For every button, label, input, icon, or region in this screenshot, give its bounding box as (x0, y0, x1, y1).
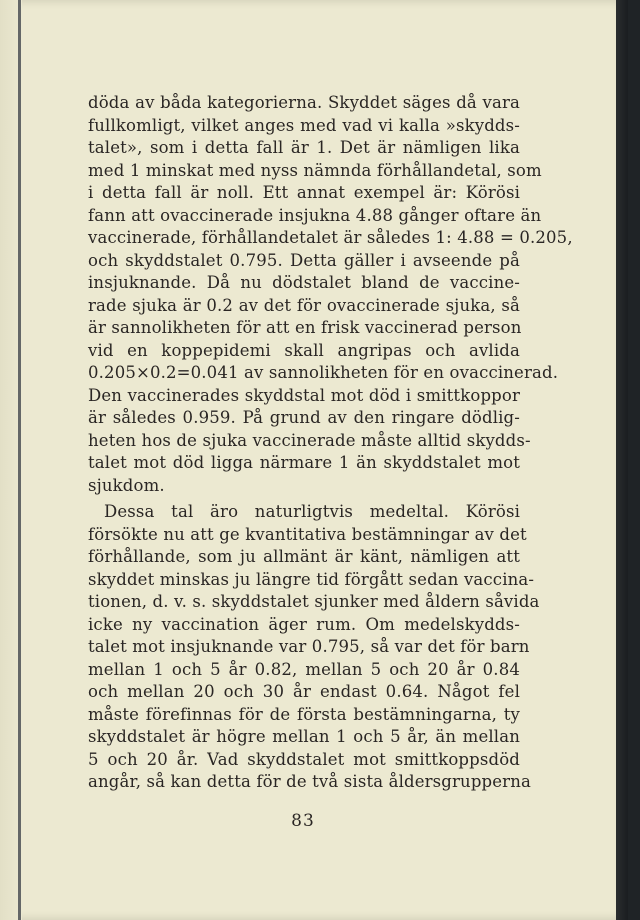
text-line: heten hos de sjuka vaccinerade måste alltid skydds- (88, 430, 531, 450)
text-line: 0.205×0.2=0.041 av sannolikheten för en ovaccinerad. (88, 363, 559, 382)
text-line: döda av båda kategorierna. Skyddet säges då vara (88, 93, 520, 112)
text-line: försökte nu att ge kvantitativa bestämningar av det (88, 524, 527, 544)
text-line: icke ny vaccination äger rum. Om medelskydds- (88, 614, 520, 634)
text-line: rade sjuka är 0.2 av det för ovaccinerade sjuka, så (88, 295, 520, 315)
text-line: angår, så kan detta för de två sista åldersgrupperna (88, 772, 531, 791)
text-line: förhållande, som ju allmänt är känt, nämligen att (88, 547, 520, 566)
text-line: sjukdom. (88, 475, 165, 495)
text-line: talet mot insjuknande var 0.795, så var det för barn (88, 637, 530, 656)
text-line: Dessa tal äro naturligtvis medeltal. Körösi (104, 502, 520, 521)
text-line: insjuknande. Då nu dödstalet bland de vaccine- (88, 273, 520, 292)
text-line: talet», som i detta fall är 1. Det är nämligen lika (88, 138, 520, 157)
text-line: Den vaccinerades skyddstal mot död i smittkoppor (88, 385, 520, 405)
text-line: och skyddstalet 0.795. Detta gäller i avseende på (88, 250, 520, 270)
text-line: måste förefinnas för de första bestämningarna, ty (88, 704, 520, 724)
text-line: och mellan 20 och 30 år endast 0.64. Något fel (88, 682, 520, 701)
text-line: är således 0.959. På grund av den ringare dödlig- (88, 408, 520, 427)
page-number: 83 (291, 811, 315, 831)
text-line: talet mot död ligga närmare 1 än skyddstalet mot (88, 453, 520, 472)
binding-edge (18, 0, 21, 920)
text-line: mellan 1 och 5 år 0.82, mellan 5 och 20 år 0.84 (88, 659, 520, 679)
text-line: skyddet minskas ju längre tid förgått sedan vaccina- (88, 569, 535, 589)
text-line: med 1 minskat med nyss nämnda förhållandetal, som (88, 160, 542, 180)
text-line: vid en koppepidemi skall angripas och avlida (88, 340, 520, 360)
text-line: fann att ovaccinerade insjukna 4.88 gånger oftare än (88, 205, 542, 225)
text-line: vaccinerade, förhållandetalet är således 1: 4.88 = 0.205, (88, 228, 573, 247)
text-line: skyddstalet är högre mellan 1 och 5 år, än mellan (88, 727, 520, 746)
text-line: i detta fall är noll. Ett annat exempel är: Körösi (88, 183, 520, 202)
body-text (88, 92, 573, 794)
page-edge-shadow (616, 0, 628, 920)
text-line: 5 och 20 år. Vad skyddstalet mot smittkoppsdöd (88, 749, 520, 769)
text-line: fullkomligt, vilket anges med vad vi kalla »skydds- (88, 115, 520, 135)
text-line: tionen, d. v. s. skyddstalet sjunker med åldern såvida (88, 592, 540, 611)
text-line: är sannolikheten för att en frisk vaccinerad person (88, 318, 522, 337)
